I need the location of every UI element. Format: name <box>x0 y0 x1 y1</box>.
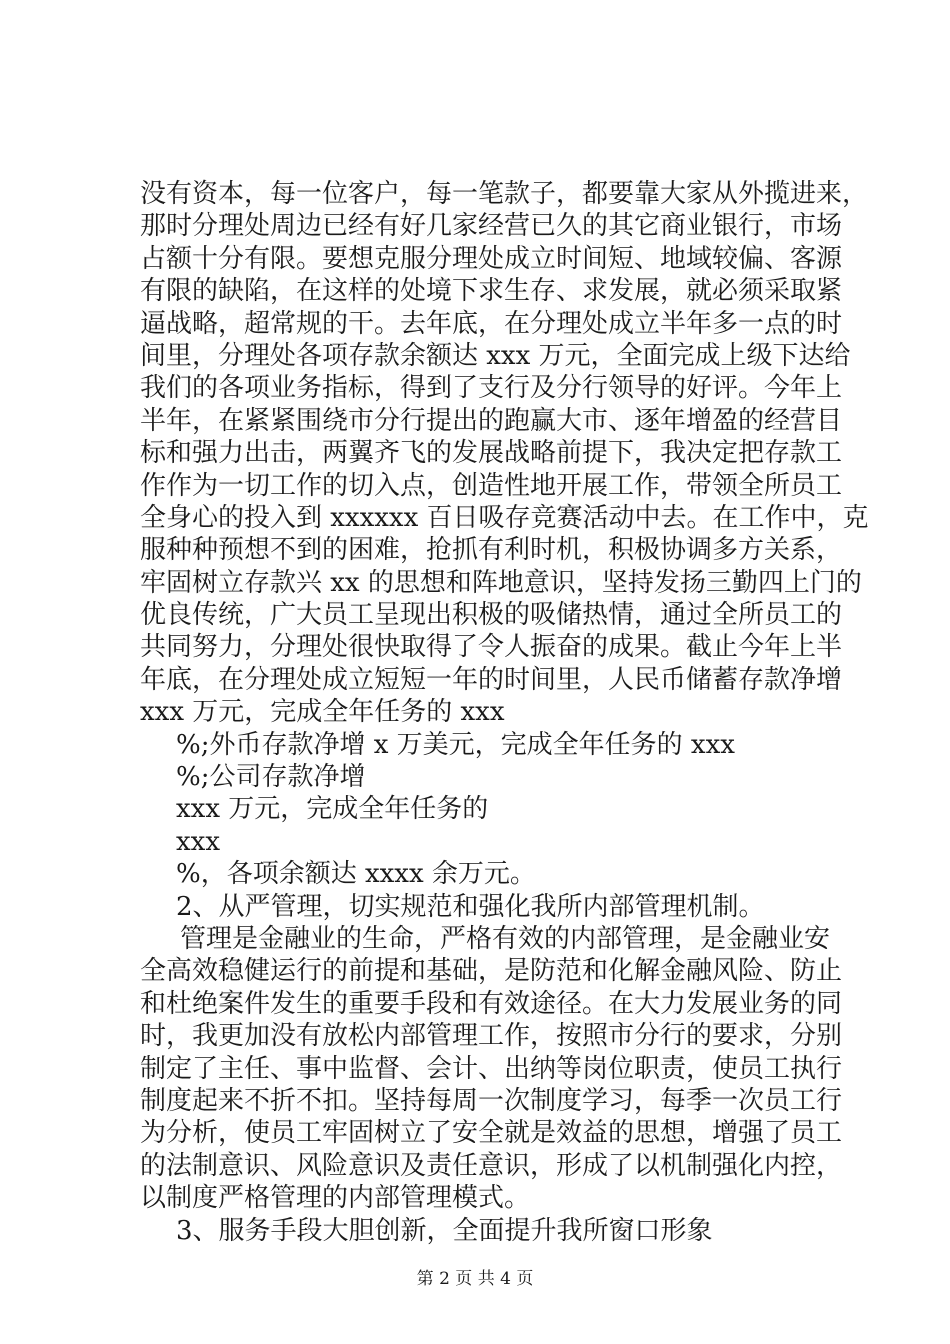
text-line: 占额十分有限。要想克服分理处成立时间短、地域较偏、客源 <box>140 243 843 274</box>
text-line: 作作为一切工作的切入点，创造性地开展工作，带领全所员工 <box>140 470 843 501</box>
text-line: xxx 万元，完成全年任务的 xxx <box>140 697 505 728</box>
text-line: 制定了主任、事中监督、会计、出纳等岗位职责，使员工执行 <box>140 1053 843 1084</box>
text-line: xxx <box>176 826 220 857</box>
section-heading-3: 3、服务手段大胆创新，全面提升我所窗口形象 <box>176 1215 713 1246</box>
text-line: 时，我更加没有放松内部管理工作，按照市分行的要求，分别 <box>140 1021 843 1052</box>
text-line: 管理是金融业的生命，严格有效的内部管理，是金融业安 <box>180 923 831 954</box>
text-line: 制度起来不折不扣。坚持每周一次制度学习，每季一次员工行 <box>140 1085 843 1116</box>
text-line: 牢固树立存款兴 xx 的思想和阵地意识，坚持发扬三勤四上门的 <box>140 567 862 598</box>
text-line: 的法制意识、风险意识及责任意识，形成了以机制强化内控， <box>140 1150 843 1181</box>
text-line: 我们的各项业务指标，得到了支行及分行领导的好评。今年上 <box>140 373 843 404</box>
text-line: 逼战略，超常规的干。去年底，在分理处成立半年多一点的时 <box>140 308 843 339</box>
paragraph-deposit-growth <box>140 178 869 729</box>
paragraph-deposit-figures <box>140 729 830 923</box>
document-body <box>140 178 869 1247</box>
text-line: 标和强力出击，两翼齐飞的发展战略前提下，我决定把存款工 <box>140 438 843 469</box>
text-line: 年底，在分理处成立短短一年的时间里，人民币储蓄存款净增 <box>140 664 843 695</box>
text-line: 为分析，使员工牢固树立了安全就是效益的思想，增强了员工 <box>140 1118 843 1149</box>
text-line: 没有资本，每一位客户，每一笔款子，都要靠大家从外揽进来， <box>140 179 869 209</box>
text-line: 共同努力，分理处很快取得了令人振奋的成果。截止今年上半 <box>140 632 843 663</box>
text-line: 优良传统，广大员工呈现出积极的吸储热情，通过全所员工的 <box>140 600 843 631</box>
paragraph-internal-management <box>140 923 843 1215</box>
text-line: 以制度严格管理的内部管理模式。 <box>140 1183 531 1214</box>
text-line: 那时分理处周边已经有好几家经营已久的其它商业银行，市场 <box>140 211 843 242</box>
text-line: %，各项余额达 xxxx 余万元。 <box>176 859 536 890</box>
text-line: %;公司存款净增 <box>176 762 366 793</box>
text-line: 有限的缺陷，在这样的处境下求生存、求发展，就必须采取紧 <box>140 276 843 307</box>
paragraph-section-3 <box>140 1215 830 1247</box>
text-line: 半年，在紧紧围绕市分行提出的跑赢大市、逐年增盈的经营目 <box>140 405 843 436</box>
text-line: 服种种预想不到的困难，抢抓有利时机，积极协调多方关系， <box>140 535 843 566</box>
section-heading-2: 2、从严管理，切实规范和强化我所内部管理机制。 <box>176 891 765 922</box>
text-line: 和杜绝案件发生的重要手段和有效途径。在大力发展业务的同 <box>140 988 843 1019</box>
page-footer: 第 2 页 共 4 页 <box>416 1269 534 1289</box>
text-line: %;外币存款净增 x 万美元，完成全年任务的 xxx <box>176 729 735 760</box>
text-line: 间里，分理处各项存款余额达 xxx 万元，全面完成上级下达给 <box>140 340 851 371</box>
text-line: xxx 万元，完成全年任务的 <box>176 794 489 825</box>
text-line: 全高效稳健运行的前提和基础，是防范和化解金融风险、防止 <box>140 956 843 987</box>
text-line: 全身心的投入到 xxxxxx 百日吸存竞赛活动中去。在工作中，克 <box>140 502 869 533</box>
